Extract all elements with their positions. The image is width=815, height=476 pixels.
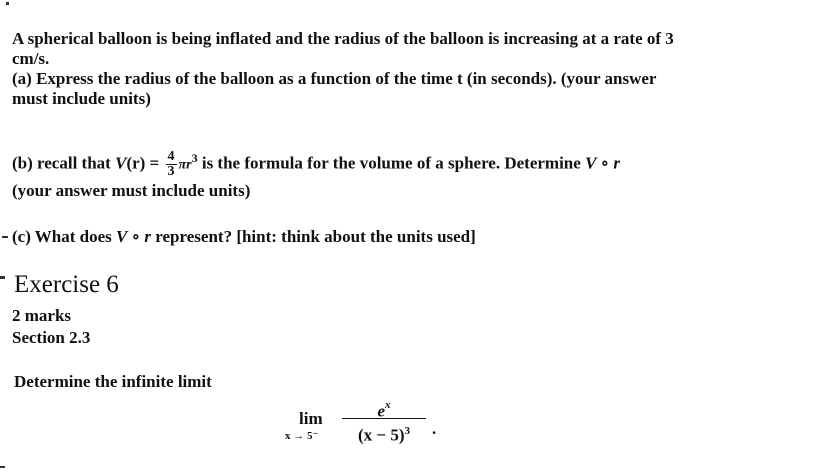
page-margin-mark xyxy=(6,2,9,5)
limit-expression xyxy=(285,396,485,456)
lim-subscript: x → 5⁻ xyxy=(285,430,319,442)
volume-argument: (r) = xyxy=(126,153,160,173)
fraction-denominator: 3 xyxy=(167,164,175,180)
denominator-exponent: 3 xyxy=(404,425,410,438)
part-b-prefix: (b) recall that xyxy=(12,153,111,173)
part-b-line xyxy=(12,144,620,180)
cube-exponent: 3 xyxy=(191,151,198,165)
limit-numerator xyxy=(342,396,426,421)
part-b-middle: is the formula for the volume of a sphere. Determine xyxy=(201,153,581,173)
margin-tick xyxy=(2,236,8,238)
problem-statement xyxy=(12,29,674,109)
exercise-section: Section 2.3 xyxy=(12,328,91,347)
numerator-base: e xyxy=(377,401,386,421)
bottom-margin-mark xyxy=(0,466,5,468)
part-a-line-1: (a) Express the radius of the balloon as a function of the time t (in seconds). (your answer xyxy=(12,69,657,88)
fraction-numerator: 4 xyxy=(167,149,175,165)
volume-symbol: V xyxy=(115,153,127,173)
composition-v-of-r: V ∘ r xyxy=(116,227,152,246)
exercise-title: Exercise 6 xyxy=(14,271,119,298)
part-b-units-note: (your answer must include units) xyxy=(12,181,251,200)
problem-line-1: A spherical balloon is being inflated and the radius of the balloon is increasing at a rate of 3 xyxy=(12,29,674,48)
four-thirds-fraction xyxy=(166,150,177,179)
heading-margin-mark xyxy=(0,276,5,279)
numerator-exponent: x xyxy=(385,399,391,411)
exercise-marks: 2 marks xyxy=(12,306,72,325)
exercise-instruction: Determine the infinite limit xyxy=(14,372,212,391)
lim-operator: lim xyxy=(299,409,323,428)
part-c-line xyxy=(12,227,476,247)
part-a-line-2: must include units) xyxy=(12,89,151,108)
composition-v-of-r: V ∘ r xyxy=(585,153,621,173)
part-c-prefix: (c) What does xyxy=(12,227,112,246)
limit-fraction xyxy=(342,396,426,447)
limit-denominator xyxy=(342,420,426,447)
denominator-base: (x − 5) xyxy=(357,425,405,445)
part-c-suffix: represent? [hint: think about the units used] xyxy=(155,227,476,246)
terminal-dot: . xyxy=(432,419,437,438)
pi-r: πr xyxy=(178,157,192,173)
problem-line-2: cm/s. xyxy=(12,49,50,68)
